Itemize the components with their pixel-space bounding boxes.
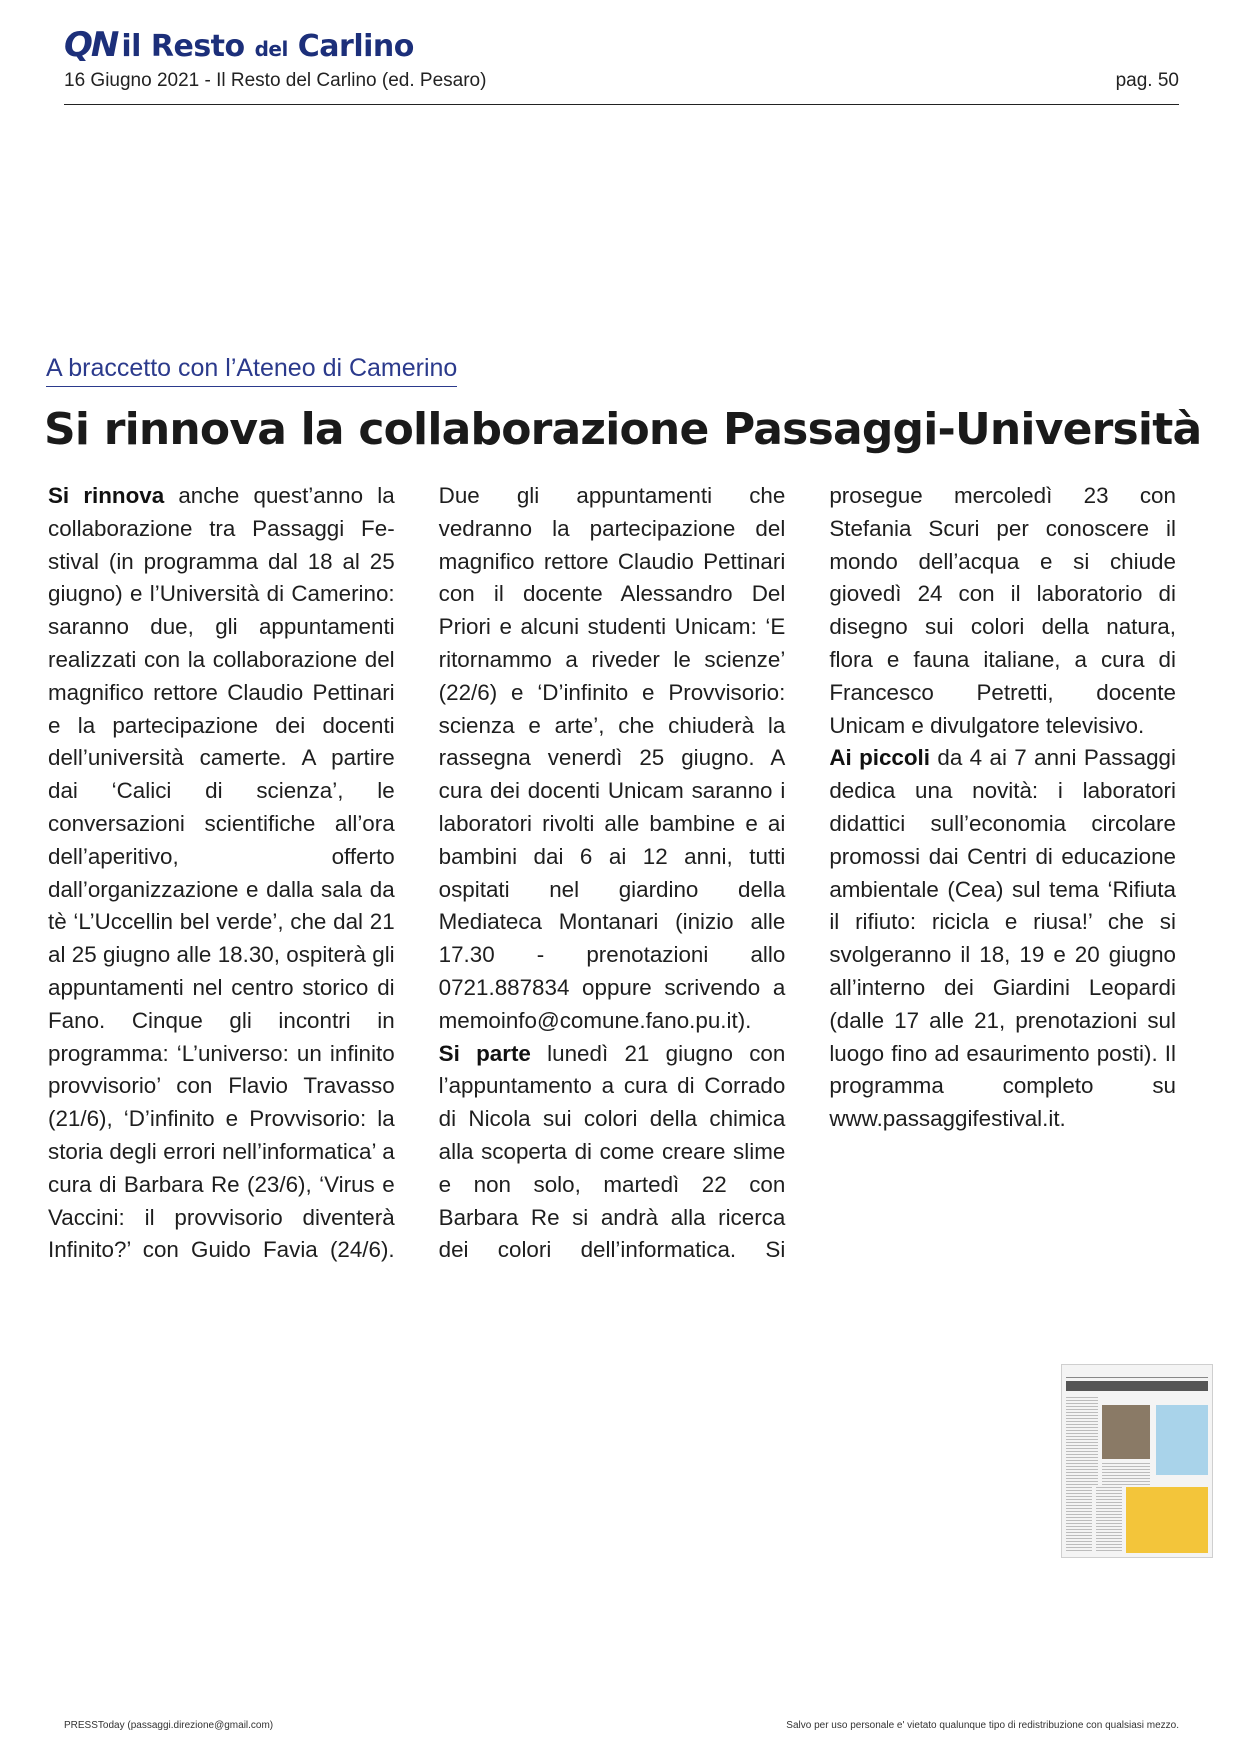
paragraph-3 [829,742,1176,1136]
paragraph-3-text: da 4 ai 7 anni Passaggi dedica una novità: i laboratori didattici sull’economia circolare promossi dai Centri di educazione ambientale (Cea) sul tema ‘Rifiuta il rifiuto: ricicla e riusa!’ che si svolgeranno il 18, 19 e 20 giugno all’interno dei Giardini Leopardi (dalle 17 alle 21, prenotazioni sul luogo fino ad esaurimento posti). Il programma completo su www.passaggifestival.it. [829,745,1176,1132]
thumbnail-highlighted-article [1126,1487,1208,1553]
paragraph-1-text: anche quest’anno la collaborazione tra Passaggi Festival (in programma dal 18 al 25 giugno) e l’Università di Camerino: saranno due, gli appuntamenti realizzati con la collaborazione del magnifico rettore Claudio Pettinari e la partecipazione dei docenti dell’università camerte. A partire dai ‘Calici di scienza’, le conversazioni scientifiche all’ora dell’aperitivo, offerto dall’organizzazione e dalla sala da tè ‘L’Uccellin bel verde’, che dal 21 al 25 giugno alle 18.30, ospiterà gli appuntamenti nel centro storico di Fano. Cinque gli incontri in programma: ‘L’universo: un infinito provvisorio’ con Flavio Travasso (21/6), ‘D’infinito e Provvisorio: la storia degli errori nell’informatica’ a cura di Barbara Re (23/6), ‘Virus e Vaccini: il provvisorio diventerà Infinito?’ con Guido Favia (24/6). Due gli appuntamenti che vedranno la partecipazione del magnifico rettore Claudio Pettinari con il docente Alessandro Del Priori e alcuni studenti Unicam: ‘E ritornammo a riveder le scienze’ (22/6) e ‘D’infinito e Provvisorio: scienza e arte’, che chiuderà la rassegna venerdì 25 giugno. A cura dei docenti Unicam saranno i laboratori rivolti alle bambine e ai bambini dai 6 ai 12 anni, tutti ospitati nel giardino della Mediateca Montanari (inizio alle 17.30 - prenotazioni allo 0721.887834 oppure scrivendo a memoinfo@comune.fano.pu.it). [48,483,786,1263]
paragraph-2-lead: Si parte [438,1040,531,1066]
thumbnail-text-column [1066,1487,1092,1553]
thumbnail-text-column [1102,1463,1150,1487]
paragraph-1-lead: Si rinnova [48,483,165,508]
header-divider [64,104,1179,105]
newspaper-name-part1: il Resto [121,29,255,64]
masthead-logo [64,22,414,65]
page-thumbnail [1061,1364,1213,1558]
article-headline: Si rinnova la collaborazione Passaggi-Università [44,404,1202,455]
newspaper-name [121,29,414,64]
article-kicker: A braccetto con l’Ateneo di Camerino [46,354,457,387]
thumbnail-text-column [1066,1397,1098,1487]
page-number: pag. 50 [1115,70,1179,91]
newspaper-name-part3: Carlino [287,29,414,64]
thumbnail-header [1066,1369,1208,1378]
paragraph-2-text: lunedì 21 giugno con l’appuntamento a cura di Corrado di Nicola sui colori della chimica alla scoperta di come creare slime e non solo, martedì 22 con Barbara Re si andrà alla ricerca dei colori dell’informatica. Si prosegue mercoledì 23 con Stefania Scuri per conoscere il mondo dell’acqua e si chiude giovedì 24 con il laboratorio di disegno sui colori della natura, flora e fauna italiane, a cura di Francesco Petretti, docente Unicam e divulgatore televisivo. [438,483,1176,1263]
newspaper-name-part2: del [254,37,288,61]
footer-credit: PRESSToday (passaggi.direzione@gmail.com) [64,1720,274,1731]
thumbnail-photo [1102,1405,1150,1459]
thumbnail-text-column [1096,1487,1122,1553]
thumbnail-title [1066,1381,1208,1391]
footer-disclaimer: Salvo per uso personale e' vietato qualunque tipo di redistribuzione con qualsiasi mezzo. [786,1720,1179,1731]
qn-logo: QN [64,25,118,65]
article-body [48,480,1176,1280]
paragraph-3-lead: Ai piccoli [829,745,931,771]
issue-date-source: 16 Giugno 2021 - Il Resto del Carlino (ed. Pesaro) [64,70,487,91]
thumbnail-box [1156,1405,1208,1475]
